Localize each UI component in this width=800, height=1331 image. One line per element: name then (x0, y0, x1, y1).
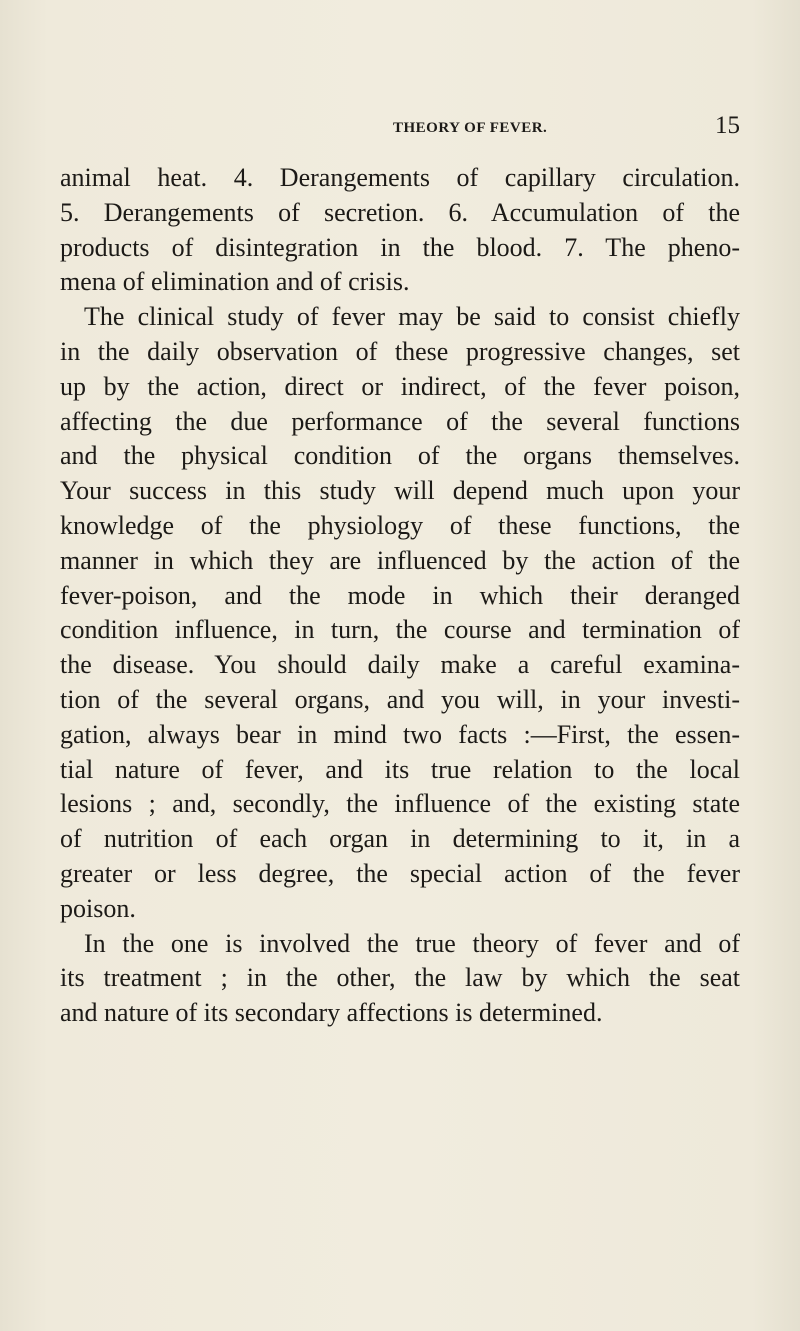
text-line-5: The clinical study of fever may be said to consist chiefly (84, 302, 740, 332)
text-line-17: gation, always bear in mind two facts :—First, the essen- (60, 719, 740, 749)
text-line-21: greater or less degree, the special action of the fever (60, 858, 740, 888)
text-line-23: In the one is involved the true theory of fever and of (84, 928, 740, 958)
text-line-16: tion of the several organs, and you will, in your investi- (60, 684, 740, 714)
page-header (60, 112, 740, 140)
text-line-2: 5. Derangements of secretion. 6. Accumulation of the (60, 197, 740, 227)
running-title: THEORY OF FEVER. (393, 120, 548, 136)
text-line-13: fever-poison, and the mode in which their deranged (60, 580, 740, 610)
text-line-20: of nutrition of each organ in determining to it, in a (60, 824, 740, 854)
page-number: 15 (715, 112, 740, 139)
text-line-1: animal heat. 4. Derangements of capillary circulation. (60, 163, 740, 192)
text-line-10: Your success in this study will depend much upon your (60, 476, 740, 506)
text-line-8: affecting the due performance of the several functions (60, 406, 740, 436)
text-line-19: lesions ; and, secondly, the influence of the existing state (60, 789, 740, 819)
text-line-7: up by the action, direct or indirect, of the fever poison, (60, 371, 740, 401)
text-line-15: the disease. You should daily make a careful examina- (60, 650, 740, 680)
text-line-3: products of disintegration in the blood. 7. The pheno- (60, 232, 740, 262)
body-text (60, 161, 740, 1031)
text-line-25: and nature of its secondary affections is determined. (60, 998, 603, 1028)
text-line-18: tial nature of fever, and its true relation to the local (60, 754, 740, 784)
text-line-22: poison. (60, 893, 136, 923)
text-line-12: manner in which they are influenced by the action of the (60, 545, 740, 575)
text-line-9: and the physical condition of the organs themselves. (60, 441, 740, 471)
text-line-11: knowledge of the physiology of these functions, the (60, 510, 740, 540)
text-line-4: mena of elimination and of crisis. (60, 267, 410, 297)
text-line-24: its treatment ; in the other, the law by which the seat (60, 963, 740, 993)
text-line-6: in the daily observation of these progressive changes, set (60, 336, 740, 366)
text-line-14: condition influence, in turn, the course and termination of (60, 615, 740, 645)
